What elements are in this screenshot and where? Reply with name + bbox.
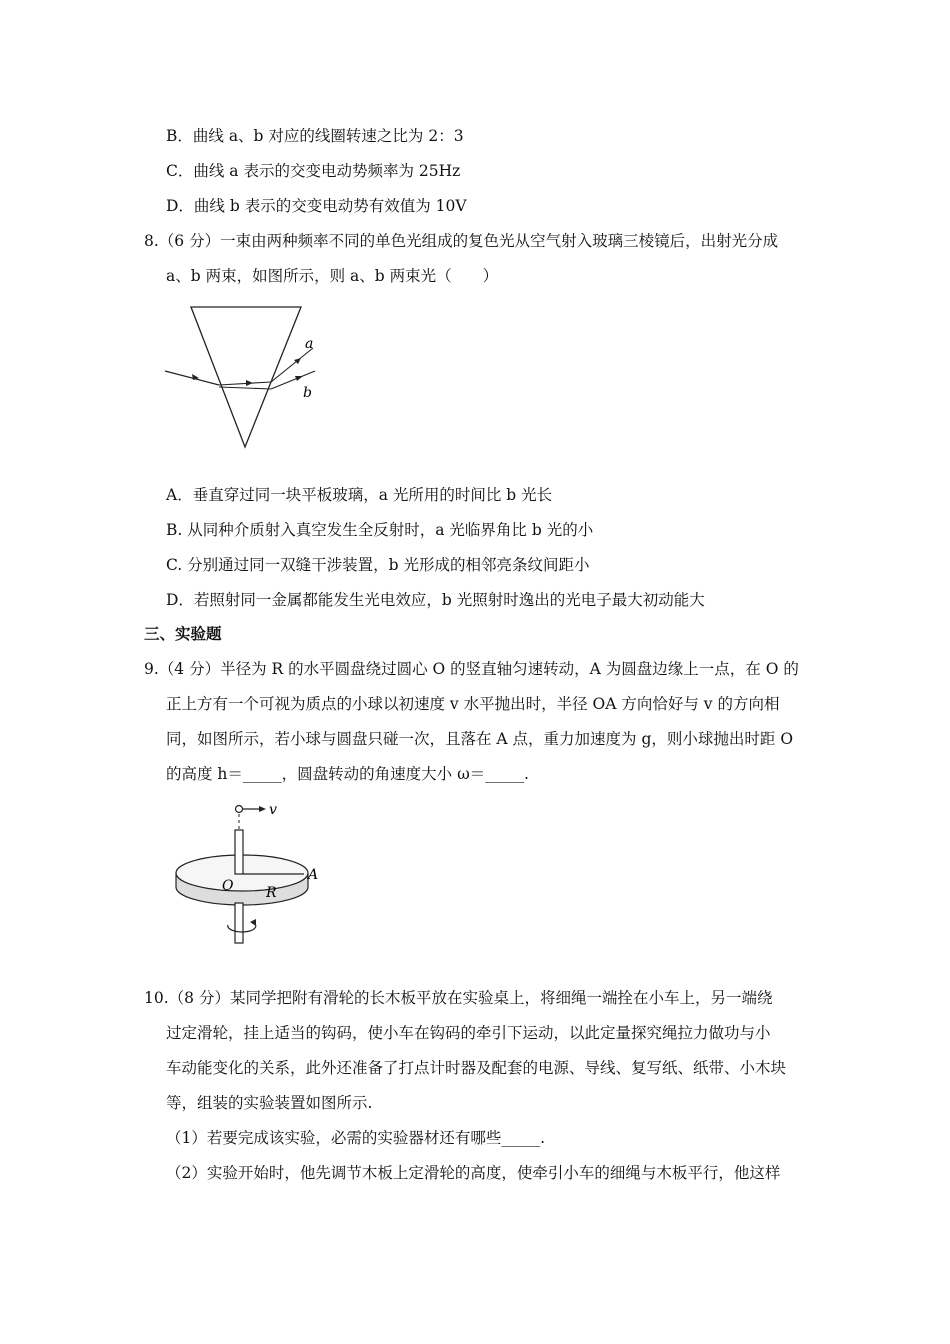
q10-line3: 车动能变化的关系，此外还准备了打点计时器及配套的电源、导线、复写纸、纸带、小木块 [166, 1059, 787, 1077]
q8-stem-line1: 8.（6 分）一束由两种频率不同的单色光组成的复色光从空气射入玻璃三棱镜后，出射光分成 [144, 232, 779, 250]
q8-stem-line2: a、b 两束，如图所示，则 a、b 两束光（ ） [166, 267, 499, 285]
q8-option-c: C. 分别通过同一双缝干涉装置，b 光形成的相邻亮条纹间距小 [166, 556, 590, 574]
q10-part2: （2）实验开始时，他先调节木板上定滑轮的高度，使牵引小车的细绳与木板平行，他这样 [166, 1164, 781, 1182]
q8-option-d: D．若照射同一金属都能发生光电效应，b 光照射时逸出的光电子最大初动能大 [166, 591, 705, 609]
disc-figure [166, 797, 331, 957]
prism-triangle [191, 307, 301, 447]
q10-part1: （1）若要完成该实验，必需的实验器材还有哪些_____. [166, 1129, 546, 1147]
q10-line1: 10.（8 分）某同学把附有滑轮的长木板平放在实验桌上，将细绳一端拴在小车上，另一端绕 [144, 989, 773, 1007]
q7-option-b: B．曲线 a、b 对应的线圈转速之比为 2：3 [166, 127, 464, 145]
label-O: O [222, 878, 234, 894]
q8-option-b: B. 从同种介质射入真空发生全反射时，a 光临界角比 b 光的小 [166, 521, 594, 539]
label-v: v [269, 802, 277, 818]
q9-line4: 的高度 h＝_____，圆盘转动的角速度大小 ω＝_____. [166, 765, 529, 783]
prism-figure [163, 303, 333, 453]
axle [235, 830, 243, 874]
q8-option-a: A．垂直穿过同一块平板玻璃，a 光所用的时间比 b 光长 [166, 486, 553, 504]
q7-option-d: D．曲线 b 表示的交变电动势有效值为 10V [166, 197, 467, 215]
label-a: a [305, 336, 314, 352]
label-b: b [303, 385, 312, 401]
q7-option-c: C．曲线 a 表示的交变电动势频率为 25Hz [166, 162, 461, 180]
q9-line1: 9.（4 分）半径为 R 的水平圆盘绕过圆心 O 的竖直轴匀速转动，A 为圆盘边缘上一点，在 O 的 [144, 660, 799, 678]
incident-ray [165, 371, 219, 385]
q9-line2: 正上方有一个可视为质点的小球以初速度 v 水平抛出时，半径 OA 方向恰好与 v 的方向相 [166, 695, 780, 713]
q10-line4: 等，组装的实验装置如图所示. [166, 1094, 373, 1112]
section-title: 三、实验题 [144, 624, 222, 643]
q9-line3: 同，如图所示，若小球与圆盘只碰一次，且落在 A 点，重力加速度为 g，则小球抛出时距 O [166, 730, 794, 748]
ball [236, 806, 243, 813]
label-R: R [266, 885, 277, 901]
label-A: A [308, 867, 319, 883]
q10-line2: 过定滑轮，挂上适当的钩码，使小车在钩码的牵引下运动，以此定量探究绳拉力做功与小 [166, 1024, 771, 1042]
